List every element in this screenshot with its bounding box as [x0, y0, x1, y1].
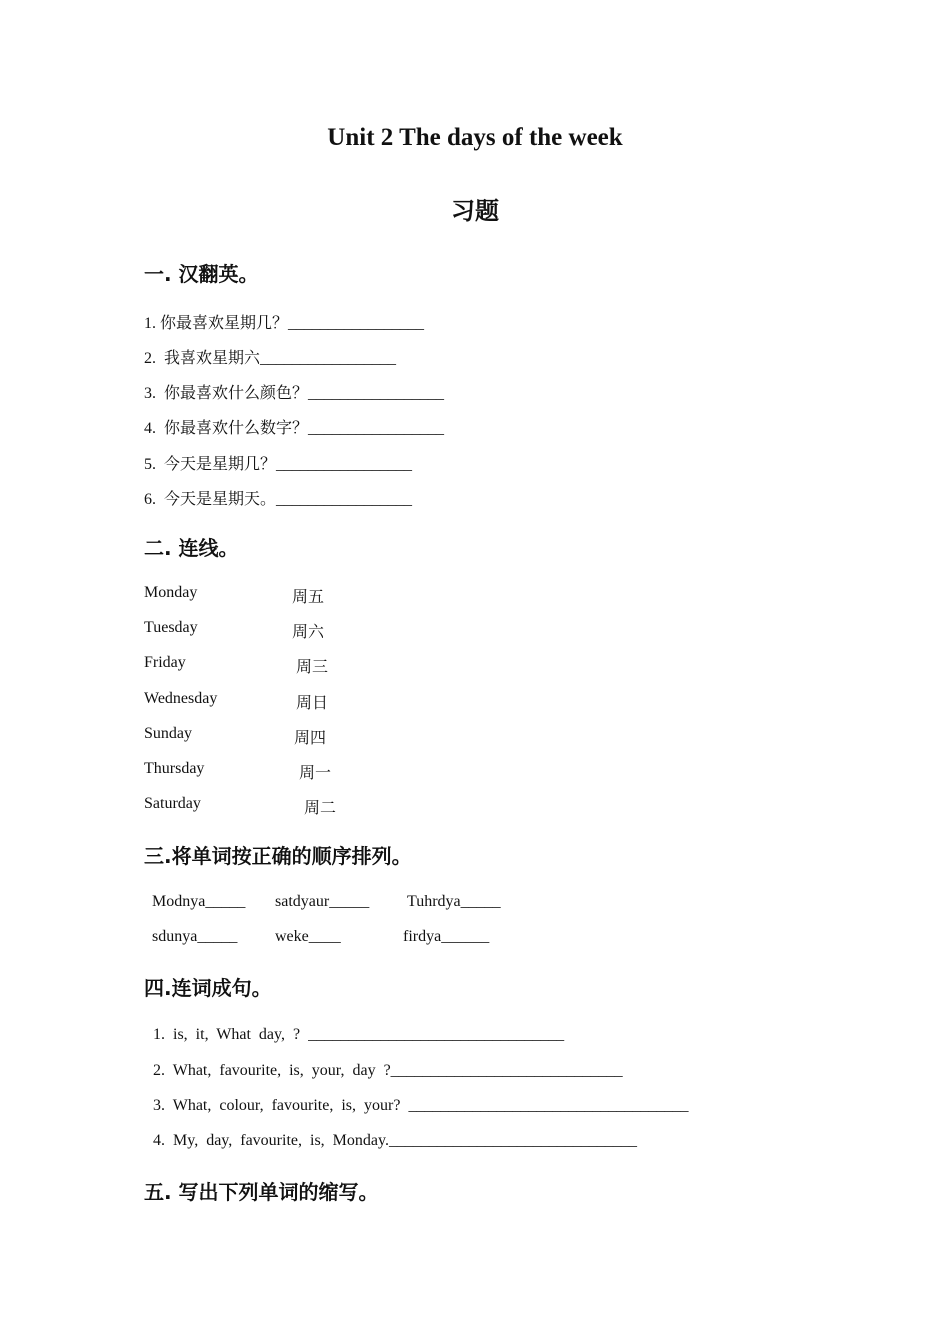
- scrambled-word: firdya______: [403, 928, 490, 945]
- section1-item: 1. 你最喜欢星期几？_________________: [144, 315, 425, 332]
- match-left-word: Sunday: [144, 725, 192, 742]
- scrambled-word: satdyaur_____: [275, 893, 370, 910]
- match-left-word: Monday: [144, 584, 198, 601]
- sentence-item: 4. My, day, favourite, is, Monday._______________________________: [153, 1132, 637, 1149]
- match-right-word: 周二: [304, 798, 337, 817]
- match-right-word: 周三: [296, 657, 329, 676]
- scrambled-word: weke____: [275, 928, 341, 945]
- match-left-word: Tuesday: [144, 619, 198, 636]
- sentence-item: 1. is, it, What day, ? ________________________________: [153, 1026, 565, 1043]
- match-right-word: 周一: [299, 763, 332, 782]
- sentence-item: 3. What, colour, favourite, is, your? ___________________________________: [153, 1097, 689, 1114]
- document-subtitle: 习题: [451, 197, 499, 225]
- match-left-word: Wednesday: [144, 690, 218, 707]
- match-left-word: Saturday: [144, 795, 201, 812]
- section2-heading: 二. 连线。: [144, 536, 239, 560]
- match-left-word: Friday: [144, 654, 186, 671]
- section1-item: 4. 你最喜欢什么数字？_________________: [144, 420, 445, 437]
- section1-item: 6. 今天是星期天。_________________: [144, 491, 413, 508]
- scrambled-word: Tuhrdya_____: [407, 893, 501, 910]
- section3-heading: 三.将单词按正确的顺序排列。: [144, 844, 412, 868]
- section5-heading: 五. 写出下列单词的缩写。: [144, 1180, 379, 1204]
- sentence-item: 2. What, favourite, is, your, day ?_____________________________: [153, 1062, 623, 1079]
- match-right-word: 周五: [292, 587, 325, 606]
- section1-item: 3. 你最喜欢什么颜色？_________________: [144, 385, 445, 402]
- match-left-word: Thursday: [144, 760, 205, 777]
- match-right-word: 周四: [294, 728, 327, 747]
- document-title: Unit 2 The days of the week: [327, 124, 623, 151]
- match-right-word: 周日: [296, 693, 329, 712]
- scrambled-word: sdunya_____: [152, 928, 238, 945]
- scrambled-word: Modnya_____: [152, 893, 246, 910]
- section1-heading: 一. 汉翻英。: [144, 262, 259, 286]
- section4-heading: 四.连词成句。: [144, 976, 272, 1000]
- section1-item: 5. 今天是星期几？_________________: [144, 456, 413, 473]
- match-right-word: 周六: [292, 622, 325, 641]
- section1-item: 2. 我喜欢星期六_________________: [144, 350, 397, 367]
